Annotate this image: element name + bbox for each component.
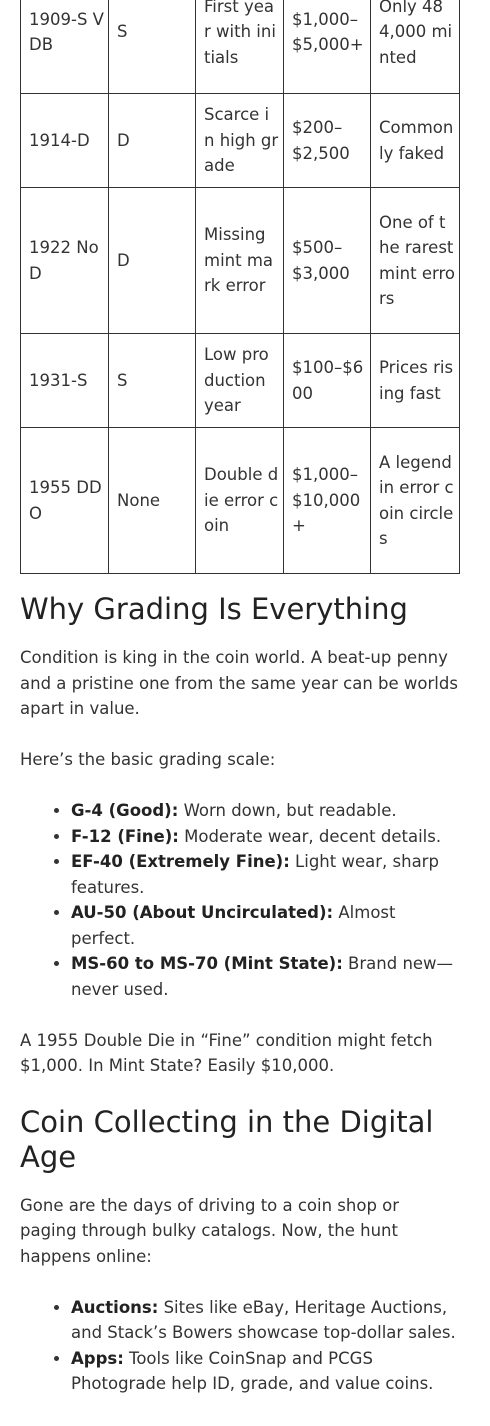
list-item (71, 824, 460, 850)
table-cell-notes: First year with initials (196, 0, 284, 94)
list-item (71, 849, 460, 900)
list-item-term: G-4 (Good): (71, 801, 179, 820)
table-cell-mint: D (109, 94, 196, 188)
list-item (71, 900, 460, 951)
digital-tools-list (20, 1295, 460, 1397)
table-cell-mint: S (109, 334, 196, 428)
list-item-term: AU-50 (About Uncirculated): (71, 903, 334, 922)
table-cell-value: $100–$600 (284, 334, 371, 428)
table-cell-rarity: A legend in error coin circles (371, 428, 460, 574)
table-row (21, 94, 460, 188)
list-item (71, 951, 460, 1002)
table-cell-notes: Low production year (196, 334, 284, 428)
list-item (71, 1295, 460, 1346)
table-cell-rarity: One of the rarest mint errors (371, 188, 460, 334)
table-cell-value: $1,000–$10,000+ (284, 428, 371, 574)
list-item (71, 798, 460, 824)
list-item-desc: Moderate wear, decent details. (178, 826, 442, 846)
penny-value-table (20, 0, 460, 574)
list-item-term: EF-40 (Extremely Fine): (71, 852, 290, 871)
grading-intro: Condition is king in the coin world. A beat-up penny and a pristine one from the same year can be worlds apart in value. (20, 648, 458, 718)
table-cell-mint: D (109, 188, 196, 334)
grading-heading: Why Grading Is Everything (20, 592, 408, 626)
list-item-desc: Sites like eBay, Heritage Auctions, and Stack’s Bowers showcase top-dollar sales. (71, 1297, 456, 1342)
table-cell-year: 1955 DDO (21, 428, 109, 574)
list-item (71, 1346, 460, 1397)
table-cell-mint: None (109, 428, 196, 574)
list-item-term: Auctions: (71, 1297, 159, 1317)
table-cell-year: 1931-S (21, 334, 109, 428)
table-cell-year: 1922 No D (21, 188, 109, 334)
list-item-term: Apps: (71, 1348, 124, 1368)
table-cell-year: 1914-D (21, 94, 109, 188)
table-row (21, 0, 460, 94)
table-row (21, 334, 460, 428)
table-cell-mint: S (109, 0, 196, 94)
list-item-term: F-12 (Fine): (71, 826, 179, 846)
table-row (21, 428, 460, 574)
list-item-desc: Brand new—never used. (71, 954, 454, 999)
list-item-desc: Tools like CoinSnap and PCGS Photograde help ID, grade, and value coins. (71, 1348, 434, 1393)
table-cell-year: 1909-S VDB (21, 0, 109, 94)
list-item-term: MS-60 to MS-70 (Mint State): (71, 954, 343, 973)
table-cell-notes: Missing mint mark error (196, 188, 284, 334)
table-cell-notes: Double die error coin (196, 428, 284, 574)
table-cell-value: $200–$2,500 (284, 94, 371, 188)
digital-intro: Gone are the days of driving to a coin shop or paging through bulky catalogs. Now, the hunt happens online: (20, 1195, 400, 1266)
table-cell-value: $500–$3,000 (284, 188, 371, 334)
table-cell-rarity: Only 484,000 minted (371, 0, 460, 94)
table-row (21, 188, 460, 334)
list-item-desc: Almost perfect. (71, 903, 396, 948)
grading-scale-list (20, 798, 460, 1002)
list-item-desc: Light wear, sharp features. (71, 852, 439, 897)
table-cell-notes: Scarce in high grade (196, 94, 284, 188)
grading-example: A 1955 Double Die in “Fine” condition might fetch $1,000. In Mint State? Easily $10,000. (20, 1030, 433, 1075)
table-cell-rarity: Prices rising fast (371, 334, 460, 428)
grading-scale-intro: Here’s the basic grading scale: (20, 750, 276, 769)
table-cell-rarity: Commonly faked (371, 94, 460, 188)
article-body (20, 592, 460, 1397)
list-item-desc: Worn down, but readable. (178, 801, 397, 820)
table-cell-value: $1,000–$5,000+ (284, 0, 371, 94)
digital-heading: Coin Collecting in the Digital Age (20, 1104, 434, 1174)
